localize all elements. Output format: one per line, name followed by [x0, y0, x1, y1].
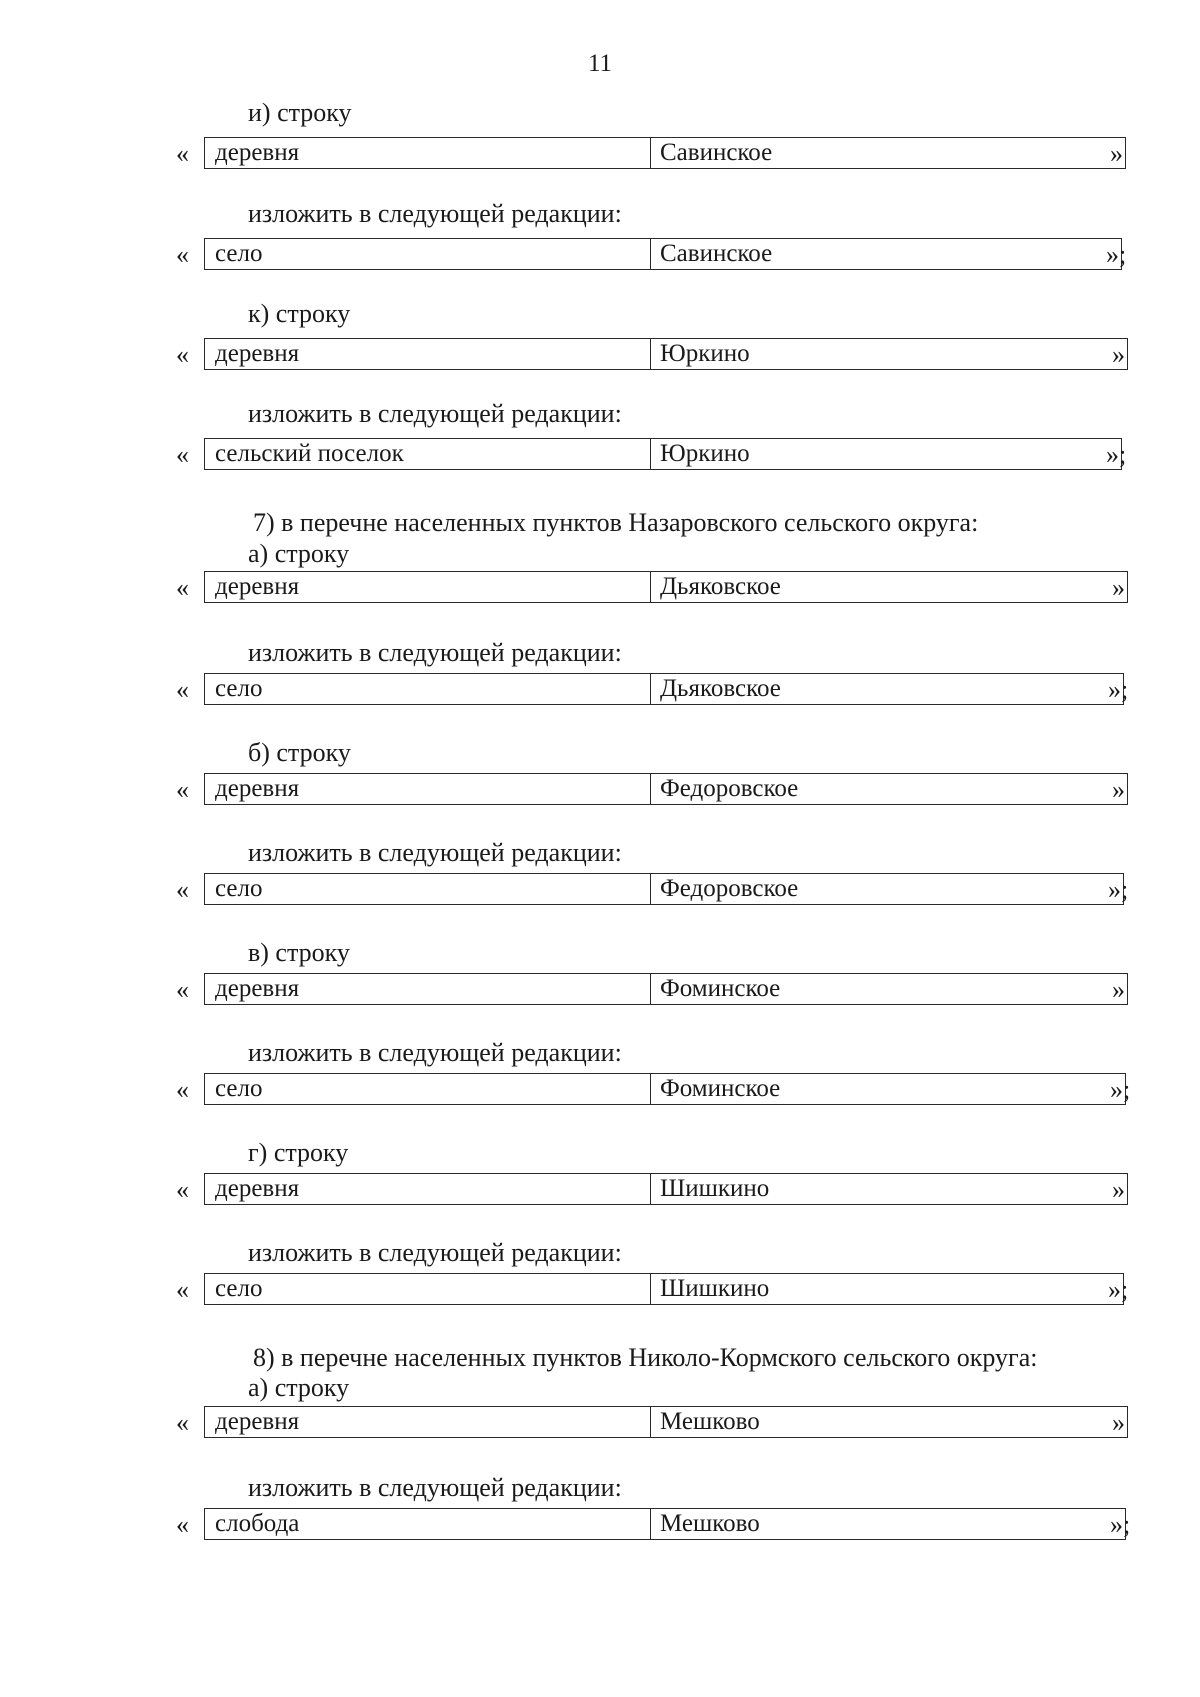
settlement-name-cell: Дьяковское: [660, 573, 781, 600]
open-quote: «: [176, 340, 189, 369]
amendment-label: б) строку: [248, 738, 351, 767]
settlement-name-cell: Федоровское: [660, 875, 799, 902]
row-box: [204, 1508, 1126, 1540]
amendment-label: и) строку: [248, 98, 352, 127]
close-quote: »: [1112, 1175, 1125, 1204]
amendment-label: а) строку: [248, 1373, 350, 1402]
open-quote: «: [176, 1075, 189, 1104]
close-quote: »: [1112, 1408, 1125, 1437]
settlement-type-cell: деревня: [205, 1174, 651, 1204]
open-quote: «: [176, 1408, 189, 1437]
close-quote: »: [1112, 975, 1125, 1004]
close-quote: »;: [1110, 1075, 1131, 1104]
settlement-name-cell: Дьяковское: [660, 675, 781, 702]
settlement-name-cell: Шишкино: [660, 1175, 770, 1202]
open-quote: «: [176, 139, 189, 168]
row-box: [204, 1273, 1124, 1305]
table-row: [176, 1073, 1136, 1107]
row-box: [204, 1073, 1126, 1105]
row-box: [204, 973, 1128, 1005]
settlement-type-cell: деревня: [205, 339, 651, 369]
close-quote: »: [1112, 573, 1125, 602]
amendment-label: изложить в следующей редакции:: [248, 638, 622, 667]
table-row: [176, 338, 1136, 372]
close-quote: »;: [1108, 1275, 1129, 1304]
open-quote: «: [176, 975, 189, 1004]
close-quote: »: [1110, 139, 1123, 168]
close-quote: »;: [1110, 1510, 1131, 1539]
settlement-name-cell: Фоминское: [660, 1075, 781, 1102]
settlement-name-cell: Савинское: [660, 240, 773, 267]
row-box: [204, 238, 1122, 270]
table-row: [176, 1508, 1136, 1542]
table-row: [176, 1406, 1136, 1440]
settlement-name-cell: Шишкино: [660, 1275, 770, 1302]
amendment-label: изложить в следующей редакции:: [248, 838, 622, 867]
row-box: [204, 338, 1128, 370]
settlement-name-cell: Мешково: [660, 1408, 760, 1435]
amendment-label: изложить в следующей редакции:: [248, 1238, 622, 1267]
row-box: [204, 438, 1122, 470]
settlement-type-cell: село: [205, 674, 651, 704]
amendment-label: изложить в следующей редакции:: [248, 1038, 622, 1067]
amendment-label: а) строку: [248, 539, 350, 568]
settlement-type-cell: сельский поселок: [205, 439, 651, 469]
settlement-type-cell: деревня: [205, 572, 651, 602]
settlement-type-cell: деревня: [205, 974, 651, 1004]
open-quote: «: [176, 1275, 189, 1304]
row-box: [204, 773, 1128, 805]
close-quote: »;: [1106, 440, 1127, 469]
table-row: [176, 238, 1136, 272]
row-box: [204, 673, 1124, 705]
close-quote: »;: [1108, 875, 1129, 904]
settlement-name-cell: Юркино: [660, 340, 750, 367]
settlement-type-cell: село: [205, 239, 651, 269]
row-box: [204, 873, 1124, 905]
row-box: [204, 1406, 1128, 1438]
table-row: [176, 1173, 1136, 1207]
settlement-type-cell: деревня: [205, 774, 651, 804]
settlement-type-cell: деревня: [205, 138, 651, 168]
amendment-label: изложить в следующей редакции:: [248, 199, 622, 228]
open-quote: «: [176, 775, 189, 804]
amendment-label: к) строку: [248, 299, 351, 328]
settlement-type-cell: село: [205, 1074, 651, 1104]
open-quote: «: [176, 875, 189, 904]
close-quote: »;: [1106, 240, 1127, 269]
table-row: [176, 438, 1136, 472]
row-box: [204, 571, 1128, 603]
settlement-name-cell: Юркино: [660, 440, 750, 467]
settlement-name-cell: Савинское: [660, 139, 773, 166]
settlement-name-cell: Федоровское: [660, 775, 799, 802]
settlement-type-cell: слобода: [205, 1509, 651, 1539]
row-box: [204, 137, 1126, 169]
amendment-label: изложить в следующей редакции:: [248, 1473, 622, 1502]
section-heading: 8) в перечне населенных пунктов Николо-Кормского сельского округа:: [253, 1343, 1038, 1372]
amendment-label: изложить в следующей редакции:: [248, 399, 622, 428]
open-quote: «: [176, 440, 189, 469]
settlement-name-cell: Фоминское: [660, 975, 781, 1002]
table-row: [176, 773, 1136, 807]
settlement-type-cell: село: [205, 874, 651, 904]
amendment-label: в) строку: [248, 938, 350, 967]
open-quote: «: [176, 240, 189, 269]
table-row: [176, 137, 1136, 171]
open-quote: «: [176, 573, 189, 602]
close-quote: »: [1112, 775, 1125, 804]
table-row: [176, 571, 1136, 605]
row-box: [204, 1173, 1128, 1205]
settlement-type-cell: село: [205, 1274, 651, 1304]
open-quote: «: [176, 1175, 189, 1204]
table-row: [176, 673, 1136, 707]
close-quote: »;: [1108, 675, 1129, 704]
page-number: 11: [587, 50, 613, 77]
open-quote: «: [176, 675, 189, 704]
settlement-type-cell: деревня: [205, 1407, 651, 1437]
table-row: [176, 1273, 1136, 1307]
section-heading: 7) в перечне населенных пунктов Назаровского сельского округа:: [253, 508, 979, 537]
open-quote: «: [176, 1510, 189, 1539]
table-row: [176, 873, 1136, 907]
settlement-name-cell: Мешково: [660, 1510, 760, 1537]
close-quote: »: [1112, 340, 1125, 369]
amendment-label: г) строку: [248, 1138, 349, 1167]
table-row: [176, 973, 1136, 1007]
